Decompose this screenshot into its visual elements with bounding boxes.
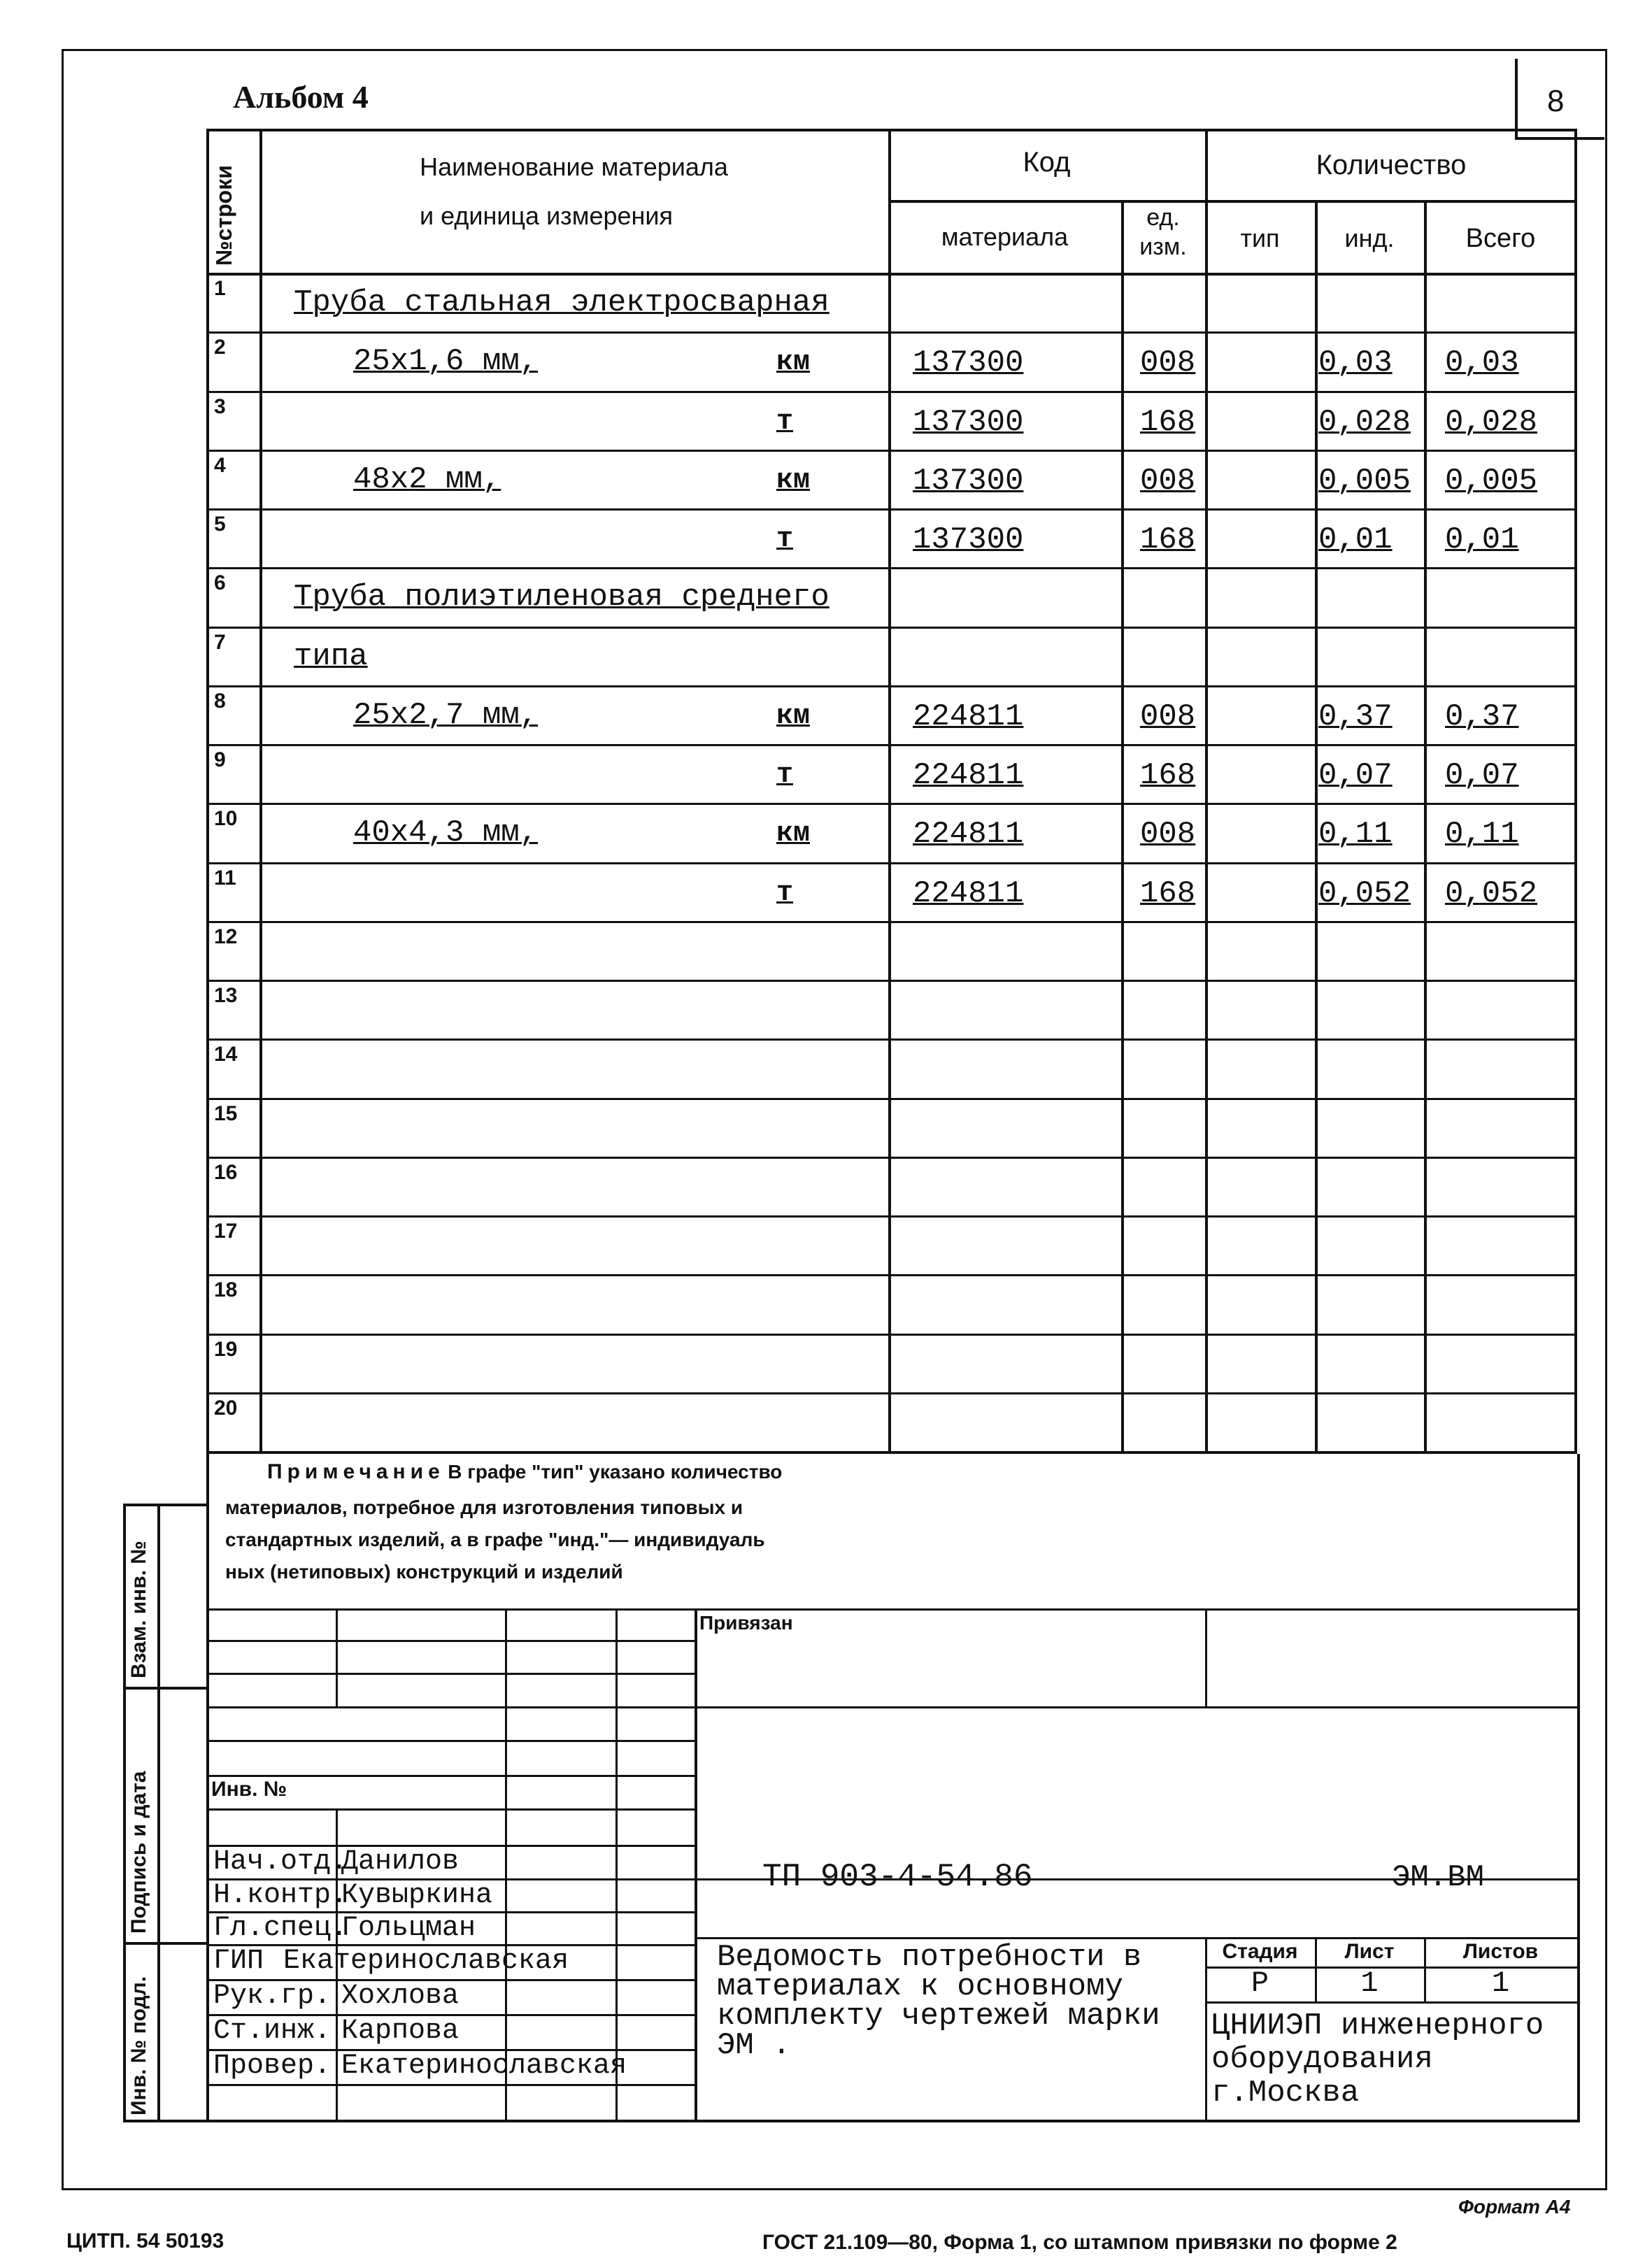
row-line <box>206 862 1577 864</box>
stamp-col <box>505 1608 507 2120</box>
col-line <box>259 129 262 1454</box>
row-number: 8 <box>214 690 226 713</box>
stamp-role: Нач.отд. <box>213 1846 348 1878</box>
unit-code: 008 <box>1140 345 1196 380</box>
col-line <box>1205 129 1208 1454</box>
material-code: 224811 <box>913 817 1024 852</box>
row-line <box>206 1274 1577 1276</box>
row-number: 6 <box>214 571 226 594</box>
row-line <box>206 1392 1577 1394</box>
side-strip-line <box>123 1942 206 1945</box>
document-mark: ЭМ.ВМ <box>1392 1860 1485 1895</box>
qty-total: 0,005 <box>1445 464 1538 499</box>
side-strip-line <box>123 2120 206 2122</box>
qty-total: 0,11 <box>1445 817 1519 852</box>
stamp-line <box>1205 2001 1580 2004</box>
material-code: 224811 <box>913 758 1024 793</box>
header-qty-type: тип <box>1240 224 1280 252</box>
inv-no-label: Инв. № <box>211 1778 287 1801</box>
stamp-role: Рук.гр. <box>213 1980 332 2012</box>
stamp-col <box>615 1608 618 2120</box>
material-unit: км <box>776 465 811 497</box>
note-line-2: материалов, потребное для изготовления типовых и <box>225 1497 743 1518</box>
stamp-line <box>206 1608 1580 1611</box>
row-number: 7 <box>214 631 226 654</box>
row-line <box>206 1038 1577 1041</box>
header-code-material: материала <box>941 222 1069 251</box>
unit-code: 168 <box>1140 522 1196 557</box>
stamp-line <box>1205 1937 1580 1939</box>
stamp-line <box>206 1706 1580 1708</box>
material-unit: км <box>776 347 811 378</box>
header-line <box>206 273 1577 276</box>
material-code: 224811 <box>913 699 1024 734</box>
stage-label: Стадия <box>1222 1940 1298 1963</box>
material-code: 137300 <box>913 522 1024 557</box>
stamp-line <box>206 1640 695 1642</box>
side-strip-inner <box>157 1504 160 2122</box>
note-line-3: стандартных изделий, а в графе "инд."— индивидуаль <box>225 1529 765 1550</box>
qty-ind: 0,37 <box>1318 699 1393 734</box>
row-line <box>206 744 1577 746</box>
header-qty-total: Всего <box>1465 224 1536 253</box>
privyazan-label: Привязан <box>699 1612 793 1634</box>
qty-ind: 0,052 <box>1318 876 1411 911</box>
row-number: 14 <box>214 1043 238 1066</box>
qty-ind: 0,005 <box>1318 464 1411 499</box>
document-code: ТП 903-4-54.86 <box>762 1859 1033 1895</box>
material-name: 40х4,3 мм, <box>353 815 539 850</box>
stamp-left-line <box>206 1454 209 2122</box>
row-number: 9 <box>214 748 226 771</box>
document-title: Ведомость потребности в материалах к основному комплекту чертежей марки ЭМ . <box>717 1940 1160 2063</box>
side-strip-line <box>123 1687 206 1690</box>
sheets-label: Листов <box>1462 1940 1539 1963</box>
row-number: 13 <box>214 984 238 1007</box>
row-number: 2 <box>214 336 226 359</box>
header-name-line1: Наименование материала <box>420 152 728 181</box>
qty-ind: 0,028 <box>1318 405 1411 440</box>
qty-total: 0,37 <box>1445 699 1519 734</box>
qty-total: 0,028 <box>1445 405 1538 440</box>
unit-code: 168 <box>1140 876 1196 911</box>
row-line <box>206 1098 1577 1100</box>
org-line-1: ЦНИИЭП инженерного <box>1211 2008 1544 2043</box>
material-unit: т <box>776 406 794 438</box>
material-code: 137300 <box>913 405 1024 440</box>
material-unit: т <box>776 759 794 791</box>
row-number: 16 <box>214 1161 238 1184</box>
stamp-col <box>1205 1608 1207 1706</box>
col-line <box>1424 200 1427 1454</box>
stamp-line <box>206 1775 695 1777</box>
stamp-right-line <box>1577 1454 1580 2122</box>
header-code: Код <box>1023 147 1071 178</box>
stamp-role: ГИП <box>213 1946 264 1977</box>
stamp-person-name: Кувыркина <box>341 1880 493 1911</box>
stamp-role: Провер. <box>213 2050 332 2082</box>
stamp-person-name: Екатеринославская <box>341 2050 627 2082</box>
unit-code: 008 <box>1140 699 1196 734</box>
col-line <box>1315 200 1318 1454</box>
note-block <box>225 1456 1204 1588</box>
sheet-label: Лист <box>1344 1940 1395 1963</box>
material-unit: т <box>776 878 794 909</box>
row-line <box>206 391 1577 393</box>
material-name: 25х1,6 мм, <box>353 344 539 379</box>
row-line <box>206 685 1577 687</box>
material-name: 25х2,7 мм, <box>353 698 539 733</box>
row-number: 17 <box>214 1220 238 1243</box>
sheets-value: 1 <box>1491 1966 1510 2000</box>
format-label: Формат А4 <box>1458 2196 1571 2218</box>
stamp-line <box>695 1937 1205 1939</box>
side-label-vzam: Взам. инв. № <box>127 1541 150 1678</box>
material-unit: км <box>776 818 811 850</box>
material-name: Труба полиэтиленовая среднего <box>294 580 829 615</box>
header-code-unit-2: изм. <box>1139 234 1187 260</box>
stamp-person-name: Гольцман <box>341 1913 476 1944</box>
row-number: 5 <box>214 513 226 536</box>
stamp-line <box>206 1673 695 1675</box>
row-line <box>206 980 1577 982</box>
qty-ind: 0,01 <box>1318 522 1393 557</box>
org-line-2: оборудования <box>1211 2042 1433 2077</box>
sheet-number: 8 <box>1547 84 1565 118</box>
qty-ind: 0,07 <box>1318 758 1393 793</box>
row-number: 12 <box>214 925 238 948</box>
material-name: Труба стальная электросварная <box>294 285 829 320</box>
material-unit: т <box>776 524 794 555</box>
stamp-line <box>206 1808 695 1811</box>
row-number: 10 <box>214 807 238 830</box>
qty-ind: 0,03 <box>1318 345 1393 380</box>
stamp-role: Ст.инж. <box>213 2015 332 2047</box>
row-number: 4 <box>214 454 226 477</box>
row-line <box>206 803 1577 805</box>
stamp-col <box>1205 1937 1207 2120</box>
row-number: 20 <box>214 1397 238 1420</box>
note-text-1: В графе "тип" указано количество <box>448 1461 783 1483</box>
row-number: 15 <box>214 1102 238 1125</box>
stamp-role: Гл.спец. <box>213 1913 348 1944</box>
header-name-line2: и единица измерения <box>419 201 673 230</box>
row-line <box>206 1157 1577 1159</box>
qty-total: 0,01 <box>1445 522 1519 557</box>
footer-left: ЦИТП. 54 50193 <box>66 2229 225 2253</box>
unit-code: 008 <box>1140 817 1196 852</box>
header-row-number: №строки <box>211 165 236 266</box>
sheet-value: 1 <box>1360 1966 1379 2000</box>
stamp-person-name: Хохлова <box>341 1980 460 2012</box>
qty-total: 0,03 <box>1445 345 1519 380</box>
stamp-line <box>206 1740 695 1742</box>
stamp-col <box>695 1608 697 2120</box>
note-line-1 <box>225 1456 1204 1492</box>
unit-code: 168 <box>1140 405 1196 440</box>
qty-ind: 0,11 <box>1318 817 1393 852</box>
stamp-role: Н.контр. <box>213 1880 348 1911</box>
header-code-unit-1: ед. <box>1146 204 1180 231</box>
row-line <box>206 508 1577 511</box>
row-line <box>206 450 1577 452</box>
material-unit: км <box>776 701 811 732</box>
qty-total: 0,07 <box>1445 758 1519 793</box>
material-name: 48х2 мм, <box>353 462 501 497</box>
material-code: 137300 <box>913 345 1024 380</box>
stage-value: Р <box>1251 1966 1269 2000</box>
material-code: 224811 <box>913 876 1024 911</box>
col-line <box>1121 200 1124 1454</box>
header-line <box>888 200 1577 203</box>
stamp-line <box>206 2084 695 2086</box>
side-strip-line <box>123 1504 206 1506</box>
unit-code: 008 <box>1140 464 1196 499</box>
row-line <box>206 1334 1577 1336</box>
row-line <box>206 331 1577 334</box>
row-number: 19 <box>214 1338 238 1361</box>
side-label-podpis: Подпись и дата <box>127 1771 150 1934</box>
row-line <box>206 567 1577 569</box>
row-line <box>206 1215 1577 1218</box>
org-line-3: г.Москва <box>1211 2076 1360 2111</box>
stamp-person-name: Карпова <box>341 2015 460 2047</box>
row-line <box>206 627 1577 629</box>
row-number: 11 <box>214 866 236 890</box>
stamp-person-name: Екатеринославская <box>283 1946 569 1977</box>
material-code: 137300 <box>913 464 1024 499</box>
unit-code: 168 <box>1140 758 1196 793</box>
footer-right: ГОСТ 21.109—80, Форма 1, со штампом привязки по форме 2 <box>762 2231 1397 2254</box>
note-title: Примечание <box>267 1460 445 1483</box>
note-line-4: ных (нетиповых) конструкций и изделий <box>225 1561 623 1583</box>
side-strip-outer <box>123 1504 126 2122</box>
stamp-bottom-line <box>206 2120 1580 2122</box>
stamp-col <box>336 1608 338 1706</box>
album-label: Альбом 4 <box>233 79 369 115</box>
qty-total: 0,052 <box>1445 876 1538 911</box>
header-qty-ind: инд. <box>1344 224 1395 252</box>
material-name: типа <box>294 639 368 674</box>
stamp-person-name: Данилов <box>341 1846 460 1878</box>
side-label-inv-podl: Инв. № подл. <box>127 1976 150 2115</box>
row-number: 3 <box>214 395 226 418</box>
header-quantity: Количество <box>1316 150 1467 180</box>
row-line <box>206 921 1577 923</box>
col-line <box>888 129 891 1454</box>
row-number: 18 <box>214 1278 238 1301</box>
row-number: 1 <box>214 277 226 300</box>
